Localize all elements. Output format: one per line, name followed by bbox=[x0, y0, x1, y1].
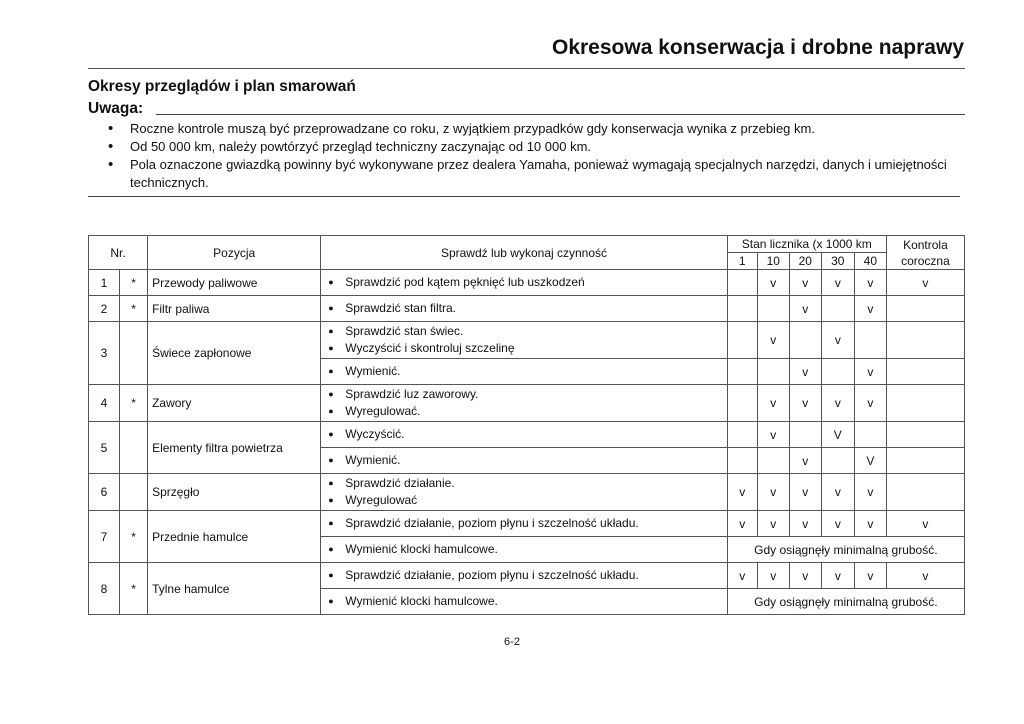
action-list bbox=[325, 567, 722, 584]
section-title: Okresy przeglądów i plan smarowań bbox=[88, 78, 356, 95]
km-check-mark bbox=[757, 296, 789, 322]
action-item: ● Sprawdzić działanie, poziom płynu i szczelność układu. bbox=[325, 567, 722, 584]
notes-list bbox=[108, 120, 968, 192]
note-item: • Roczne kontrole muszą być przeprowadzane co roku, z wyjątkiem przypadków gdy konserwacja wynika z przebieg km. bbox=[108, 120, 968, 138]
km-check-mark: v bbox=[854, 511, 886, 537]
km-check-mark: v bbox=[727, 511, 757, 537]
km-check-mark: v bbox=[854, 385, 886, 422]
row-dealer-star: * bbox=[120, 563, 148, 615]
row-number: 8 bbox=[89, 563, 120, 615]
row-pozycja: Filtr paliwa bbox=[148, 296, 321, 322]
table-row bbox=[89, 474, 965, 511]
header-km: 20 bbox=[789, 253, 821, 270]
row-dealer-star bbox=[120, 474, 148, 511]
action-list bbox=[325, 386, 722, 420]
table-body bbox=[89, 236, 965, 615]
table-row bbox=[89, 385, 965, 422]
action-list bbox=[325, 274, 722, 291]
row-actions bbox=[321, 359, 727, 385]
interval-note: Gdy osiągnęły minimalną grubość. bbox=[727, 589, 964, 615]
km-check-mark: v bbox=[757, 422, 789, 448]
annual-check-mark bbox=[886, 474, 964, 511]
action-item: ● Wymienić. bbox=[325, 363, 722, 380]
km-check-mark: v bbox=[789, 474, 821, 511]
km-check-mark bbox=[821, 296, 854, 322]
table-row bbox=[89, 511, 965, 537]
row-pozycja: Tylne hamulce bbox=[148, 563, 321, 615]
km-check-mark: v bbox=[789, 359, 821, 385]
km-check-mark: V bbox=[821, 422, 854, 448]
row-number: 3 bbox=[89, 322, 120, 385]
km-check-mark: v bbox=[727, 563, 757, 589]
row-actions bbox=[321, 474, 727, 511]
km-check-mark bbox=[757, 359, 789, 385]
table-row bbox=[89, 563, 965, 589]
action-item: ● Sprawdzić stan świec. bbox=[325, 323, 722, 340]
km-check-mark: v bbox=[789, 563, 821, 589]
km-check-mark bbox=[727, 422, 757, 448]
row-dealer-star bbox=[120, 422, 148, 474]
row-actions bbox=[321, 270, 727, 296]
maintenance-schedule-table bbox=[88, 235, 965, 615]
action-list bbox=[325, 515, 722, 532]
action-list bbox=[325, 541, 722, 558]
row-pozycja: Przewody paliwowe bbox=[148, 270, 321, 296]
km-check-mark bbox=[821, 448, 854, 474]
table-row bbox=[89, 322, 965, 359]
row-number: 6 bbox=[89, 474, 120, 511]
km-check-mark: v bbox=[854, 474, 886, 511]
action-item: ● Wymienić klocki hamulcowe. bbox=[325, 541, 722, 558]
row-actions bbox=[321, 422, 727, 448]
annual-check-mark bbox=[886, 422, 964, 448]
action-item: ● Wymienić klocki hamulcowe. bbox=[325, 593, 722, 610]
km-check-mark: v bbox=[757, 322, 789, 359]
annual-check-mark bbox=[886, 385, 964, 422]
row-actions bbox=[321, 296, 727, 322]
km-check-mark: v bbox=[821, 563, 854, 589]
row-actions bbox=[321, 589, 727, 615]
km-check-mark bbox=[854, 422, 886, 448]
header-nr: Nr. bbox=[89, 236, 148, 270]
action-item: ● Wyregulować bbox=[325, 492, 722, 509]
action-list bbox=[325, 452, 722, 469]
notes-divider bbox=[88, 196, 960, 197]
row-dealer-star bbox=[120, 322, 148, 385]
km-check-mark: v bbox=[854, 270, 886, 296]
interval-note: Gdy osiągnęły minimalną grubość. bbox=[727, 537, 964, 563]
km-check-mark bbox=[757, 448, 789, 474]
row-dealer-star: * bbox=[120, 296, 148, 322]
header-pozycja: Pozycja bbox=[148, 236, 321, 270]
annual-check-mark bbox=[886, 359, 964, 385]
row-actions bbox=[321, 537, 727, 563]
km-check-mark bbox=[727, 385, 757, 422]
km-check-mark: v bbox=[854, 296, 886, 322]
note-item: • Od 50 000 km, należy powtórzyć przegląd techniczny zaczynając od 10 000 km. bbox=[108, 138, 968, 156]
row-actions bbox=[321, 322, 727, 359]
km-check-mark: v bbox=[821, 474, 854, 511]
km-check-mark bbox=[727, 322, 757, 359]
km-check-mark: v bbox=[757, 563, 789, 589]
row-pozycja: Przednie hamulce bbox=[148, 511, 321, 563]
km-check-mark bbox=[727, 296, 757, 322]
table-header-row bbox=[89, 236, 965, 253]
row-actions bbox=[321, 385, 727, 422]
action-item: ● Wyczyścić i skontroluj szczelinę bbox=[325, 340, 722, 357]
km-check-mark: v bbox=[757, 270, 789, 296]
action-list bbox=[325, 426, 722, 443]
row-actions bbox=[321, 563, 727, 589]
table-row bbox=[89, 422, 965, 448]
row-number: 4 bbox=[89, 385, 120, 422]
km-check-mark: v bbox=[821, 322, 854, 359]
km-check-mark bbox=[854, 322, 886, 359]
row-actions bbox=[321, 448, 727, 474]
header-km: 40 bbox=[854, 253, 886, 270]
km-check-mark: v bbox=[821, 270, 854, 296]
km-check-mark: v bbox=[789, 296, 821, 322]
km-check-mark: v bbox=[757, 511, 789, 537]
km-check-mark: v bbox=[821, 385, 854, 422]
row-dealer-star: * bbox=[120, 270, 148, 296]
header-km: 30 bbox=[821, 253, 854, 270]
row-dealer-star: * bbox=[120, 385, 148, 422]
action-list bbox=[325, 593, 722, 610]
km-check-mark bbox=[727, 448, 757, 474]
row-number: 2 bbox=[89, 296, 120, 322]
km-check-mark: v bbox=[821, 511, 854, 537]
page-number: 6-2 bbox=[504, 636, 520, 648]
action-list bbox=[325, 300, 722, 317]
annual-check-mark bbox=[886, 296, 964, 322]
header-czynnosc: Sprawdź lub wykonaj czynność bbox=[321, 236, 727, 270]
annual-check-mark bbox=[886, 322, 964, 359]
header-stan-licznika: Stan licznika (x 1000 km bbox=[727, 236, 886, 253]
km-check-mark: v bbox=[757, 474, 789, 511]
action-item: ● Sprawdzić luz zaworowy. bbox=[325, 386, 722, 403]
action-item: ● Wymienić. bbox=[325, 452, 722, 469]
km-check-mark: v bbox=[727, 474, 757, 511]
annual-check-mark bbox=[886, 448, 964, 474]
km-check-mark: V bbox=[854, 448, 886, 474]
row-number: 5 bbox=[89, 422, 120, 474]
km-check-mark bbox=[727, 270, 757, 296]
header-km: 10 bbox=[757, 253, 789, 270]
km-check-mark: v bbox=[789, 385, 821, 422]
annual-check-mark: v bbox=[886, 563, 964, 589]
action-list bbox=[325, 363, 722, 380]
row-dealer-star: * bbox=[120, 511, 148, 563]
action-list bbox=[325, 323, 722, 357]
km-check-mark bbox=[789, 422, 821, 448]
km-check-mark: v bbox=[789, 270, 821, 296]
annual-check-mark: v bbox=[886, 511, 964, 537]
header-km: 1 bbox=[727, 253, 757, 270]
row-pozycja: Sprzęgło bbox=[148, 474, 321, 511]
action-item: ● Sprawdzić pod kątem pęknięć lub uszkodzeń bbox=[325, 274, 722, 291]
row-number: 7 bbox=[89, 511, 120, 563]
action-item: ● Wyregulować. bbox=[325, 403, 722, 420]
note-divider bbox=[156, 114, 965, 115]
title-divider bbox=[88, 68, 965, 69]
note-item: • Pola oznaczone gwiazdką powinny być wykonywane przez dealera Yamaha, ponieważ wymagają specjalnych narzędzi, danych i umiejętności technicznych. bbox=[108, 156, 968, 192]
action-item: ● Wyczyścić. bbox=[325, 426, 722, 443]
km-check-mark bbox=[789, 322, 821, 359]
chapter-title: Okresowa konserwacja i drobne naprawy bbox=[552, 36, 964, 59]
km-check-mark: v bbox=[789, 511, 821, 537]
annual-check-mark: v bbox=[886, 270, 964, 296]
row-pozycja: Zawory bbox=[148, 385, 321, 422]
km-check-mark bbox=[821, 359, 854, 385]
km-check-mark: v bbox=[854, 563, 886, 589]
action-item: ● Sprawdzić działanie, poziom płynu i szczelność układu. bbox=[325, 515, 722, 532]
note-label: Uwaga: bbox=[88, 100, 144, 117]
table-row bbox=[89, 296, 965, 322]
action-item: ● Sprawdzić działanie. bbox=[325, 475, 722, 492]
table-row bbox=[89, 270, 965, 296]
row-pozycja: Świece zapłonowe bbox=[148, 322, 321, 385]
action-list bbox=[325, 475, 722, 509]
row-pozycja: Elementy filtra powietrza bbox=[148, 422, 321, 474]
row-actions bbox=[321, 511, 727, 537]
km-check-mark bbox=[727, 359, 757, 385]
action-item: ● Sprawdzić stan filtra. bbox=[325, 300, 722, 317]
header-kontrola-coroczna: Kontrola coroczna bbox=[886, 236, 964, 270]
km-check-mark: v bbox=[757, 385, 789, 422]
row-number: 1 bbox=[89, 270, 120, 296]
km-check-mark: v bbox=[854, 359, 886, 385]
km-check-mark: v bbox=[789, 448, 821, 474]
